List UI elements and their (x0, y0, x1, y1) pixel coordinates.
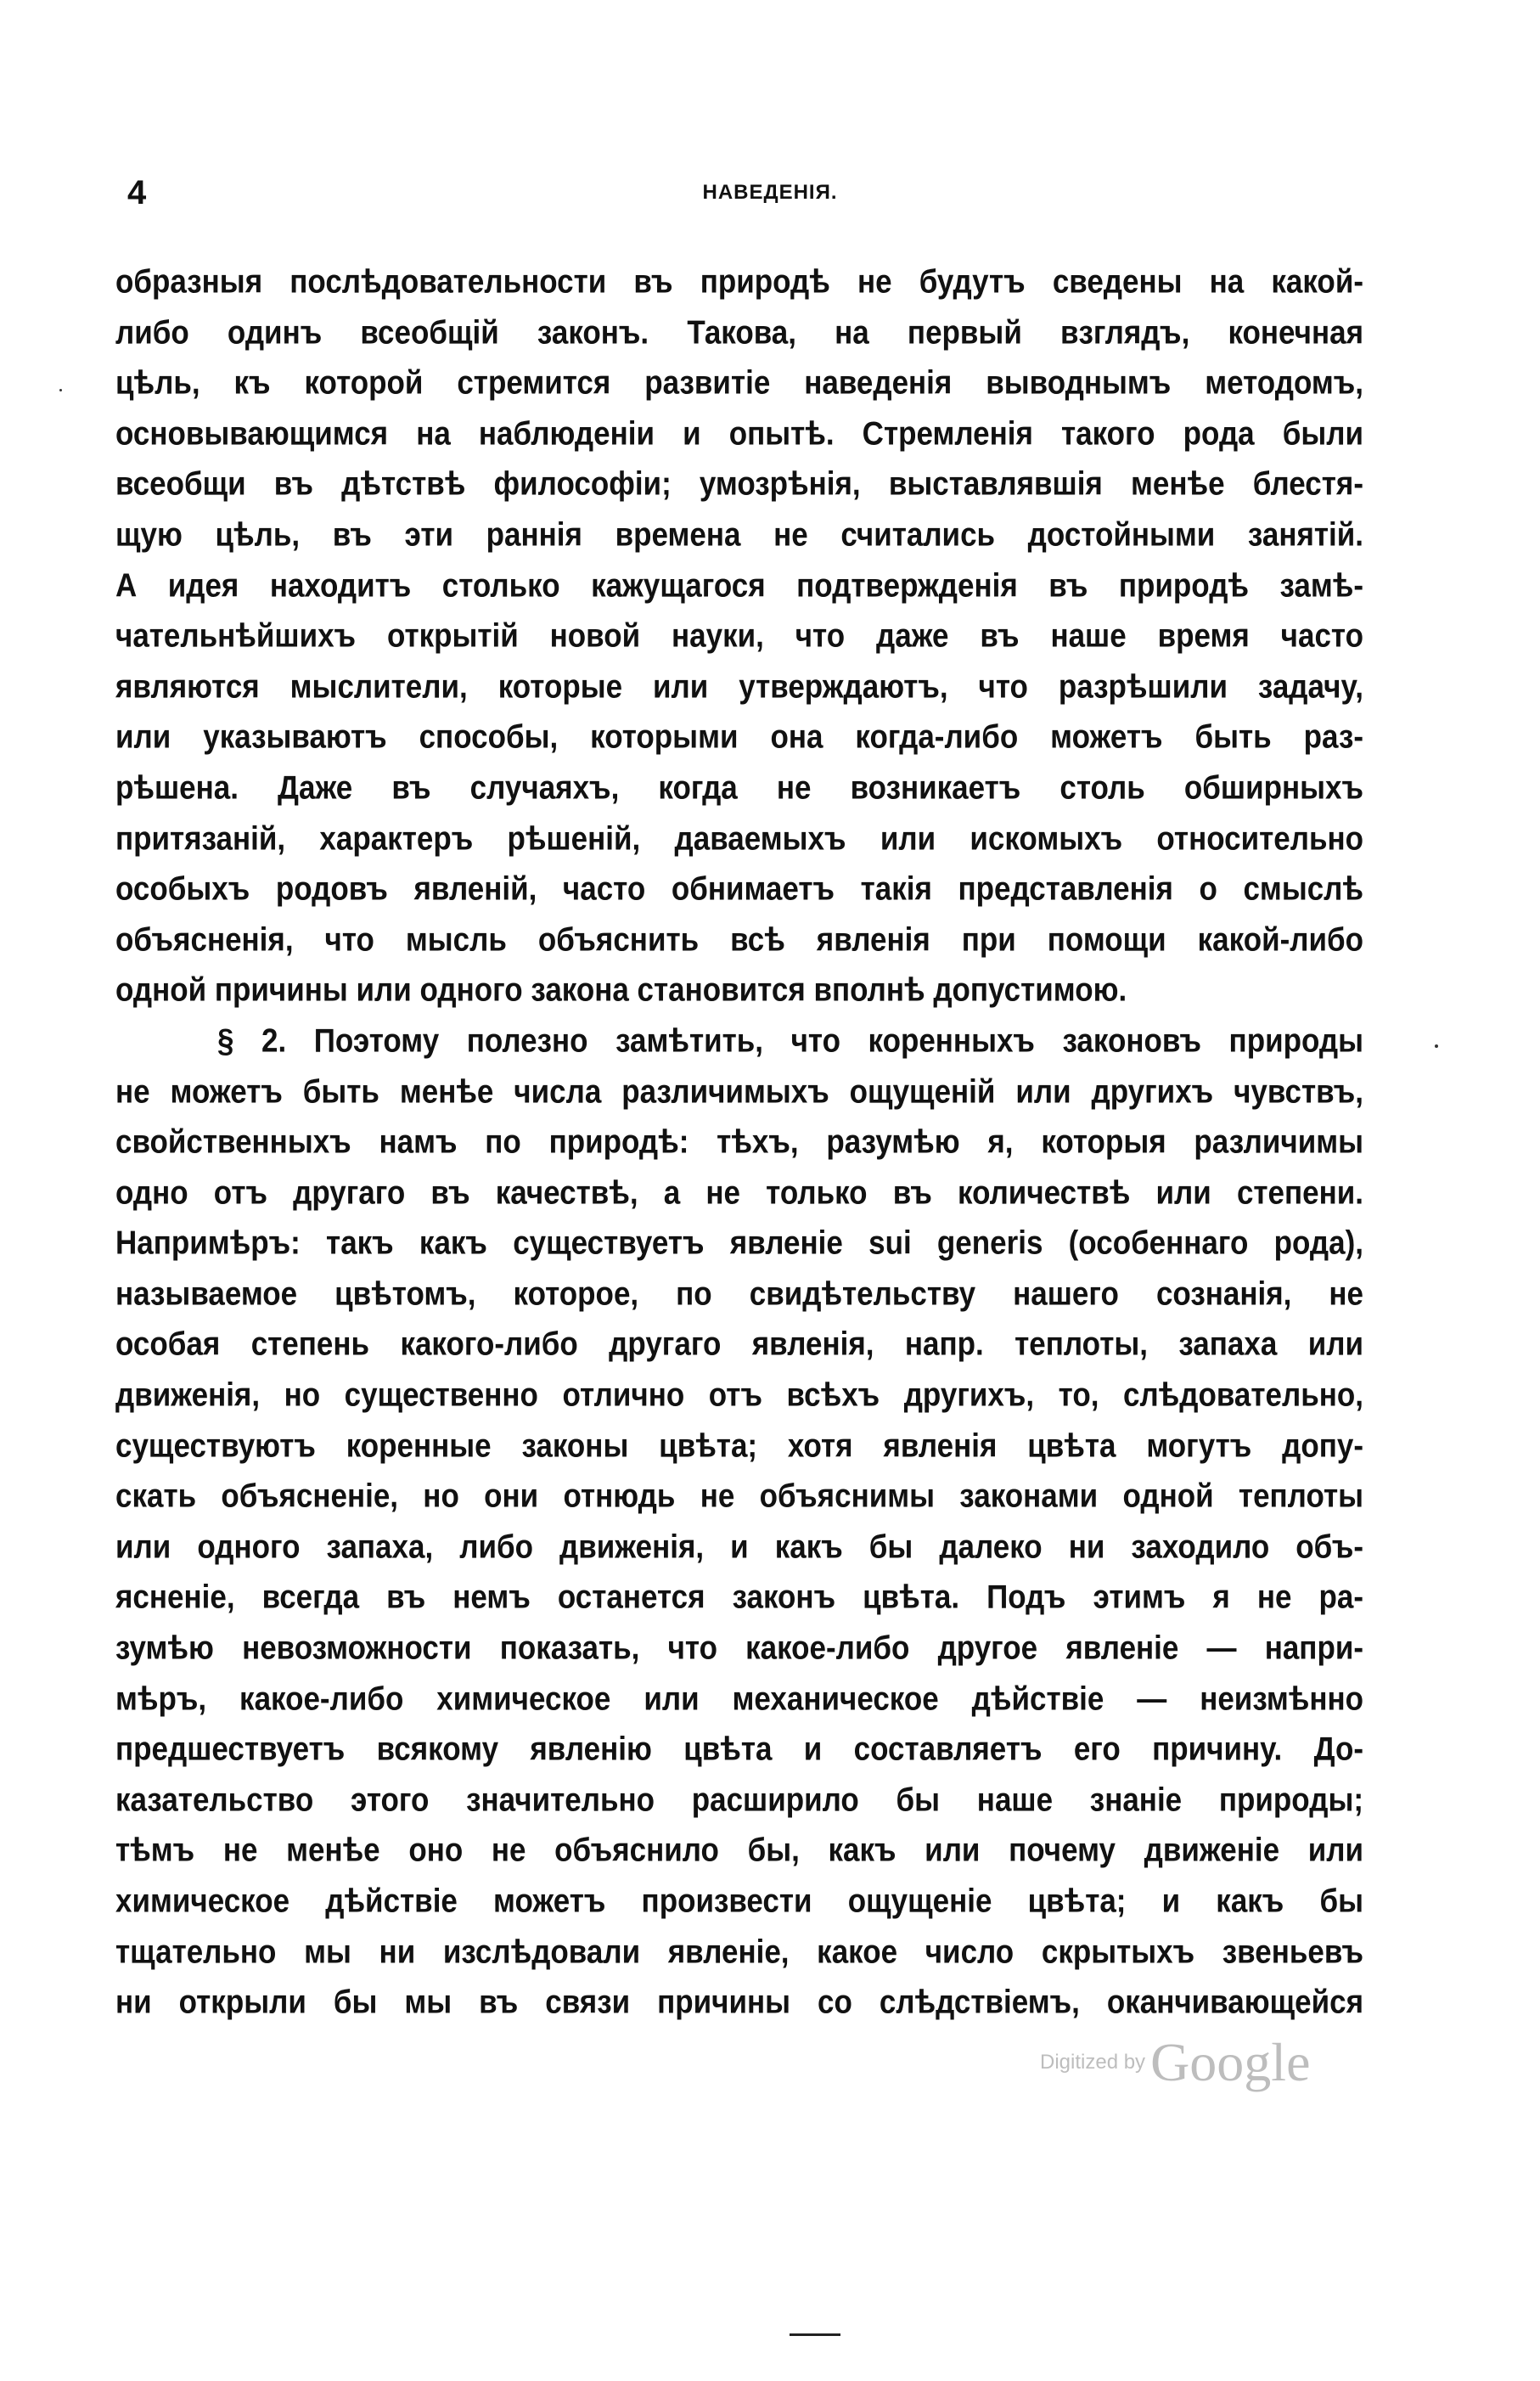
text-line: предшествуетъ всякому явленію цвѣта и составляетъ его причину. До- (115, 1730, 1363, 1768)
text-line: называемое цвѣтомъ, которое, по свидѣтельству нашего сознанія, не (115, 1275, 1363, 1313)
margin-speck (1435, 1044, 1438, 1048)
text-line: щую цѣль, въ эти раннія времена не считались достойными занятій. (115, 515, 1363, 554)
text-line: либо одинъ всеобщій законъ. Такова, на первый взглядъ, конечная (115, 313, 1363, 351)
running-title: НАВЕДЕНІЯ. (702, 181, 838, 204)
google-logo: Google (1150, 2032, 1311, 2092)
text-line: свойственныхъ намъ по природѣ: тѣхъ, разумѣю я, которыя различимы (115, 1123, 1363, 1161)
text-line: рѣшена. Даже въ случаяхъ, когда не возникаетъ столь обширныхъ (115, 768, 1363, 807)
text-line: одной причины или одного закона становится вполнѣ допустимою. (115, 971, 1127, 1009)
text-line: одно отъ другаго въ качествѣ, а не только въ количествѣ или степени. (115, 1174, 1363, 1211)
text-line: притязаній, характеръ рѣшеній, даваемыхъ или искомыхъ относительно (115, 819, 1363, 857)
text-line: существуютъ коренные законы цвѣта; хотя явленія цвѣта могутъ допу- (115, 1427, 1363, 1464)
page-number: 4 (127, 174, 147, 211)
text-line: казательство этого значительно расширило бы наше знаніе природы; (115, 1781, 1363, 1819)
text-line: цѣль, къ которой стремится развитіе наведенія выводнымъ методомъ, (115, 363, 1363, 402)
body-text (115, 256, 1363, 2028)
text-line: чательнѣйшихъ открытій новой науки, что даже въ наше время часто (115, 616, 1363, 655)
text-line: или одного запаха, либо движенія, и какъ бы далеко ни заходило объ- (115, 1528, 1363, 1566)
text-line: скать объясненіе, но они отнюдь не объяснимы законами одной теплоты (115, 1477, 1363, 1515)
text-line: всеобщи въ дѣтствѣ философіи; умозрѣнія, выставлявшія менѣе блестя- (115, 464, 1363, 503)
text-line: тѣмъ не менѣе оно не объяснило бы, какъ или почему движеніе или (115, 1832, 1363, 1869)
bottom-rule (790, 2333, 840, 2336)
text-line: § 2. Поэтому полезно замѣтить, что коренныхъ законовъ природы (217, 1022, 1363, 1060)
text-line: объясненія, что мысль объяснить всѣ явленія при помощи какой-либо (115, 920, 1363, 959)
text-line: А идея находитъ столько кажущагося подтвержденія въ природѣ замѣ- (115, 566, 1363, 604)
watermark-prefix: Digitized by (1040, 2051, 1146, 2074)
text-line: не можетъ быть менѣе числа различимыхъ ощущеній или другихъ чувствъ, (115, 1072, 1363, 1110)
text-line: движенія, но существенно отлично отъ всѣхъ другихъ, то, слѣдовательно, (115, 1376, 1363, 1414)
digitized-by-google-watermark (1040, 2031, 1310, 2094)
text-line: химическое дѣйствіе можетъ произвести ощущеніе цвѣта; и какъ бы (115, 1882, 1363, 1920)
text-line: мѣръ, какое-либо химическое или механическое дѣйствіе — неизмѣнно (115, 1680, 1363, 1717)
text-line: Напримѣръ: такъ какъ существуетъ явленіе sui generis (особеннаго рода), (115, 1224, 1363, 1262)
text-line: тщательно мы ни изслѣдовали явленіе, какое число скрытыхъ звеньевъ (115, 1933, 1363, 1970)
text-line: особыхъ родовъ явленій, часто обнимаетъ такія представленія о смыслѣ (115, 870, 1363, 908)
text-line: являются мыслители, которые или утверждаютъ, что разрѣшили задачу, (115, 667, 1363, 706)
text-line: основывающимся на наблюденіи и опытѣ. Стремленія такого рода были (115, 414, 1363, 453)
text-line: ясненіе, всегда въ немъ останется законъ цвѣта. Подъ этимъ я не ра- (115, 1579, 1363, 1616)
margin-speck (59, 389, 62, 391)
text-line: особая степень какого-либо другаго явленія, напр. теплоты, запаха или (115, 1326, 1363, 1363)
text-line: образныя послѣдовательности въ природѣ не будутъ сведены на какой- (115, 262, 1363, 301)
text-line: или указываютъ способы, которыми она когда-либо можетъ быть раз- (115, 718, 1363, 756)
text-line: ни открыли бы мы въ связи причины со слѣдствіемъ, оканчивающейся (115, 1983, 1363, 2021)
text-line: зумѣю невозможности показать, что какое-либо другое явленіе — напри- (115, 1629, 1363, 1667)
